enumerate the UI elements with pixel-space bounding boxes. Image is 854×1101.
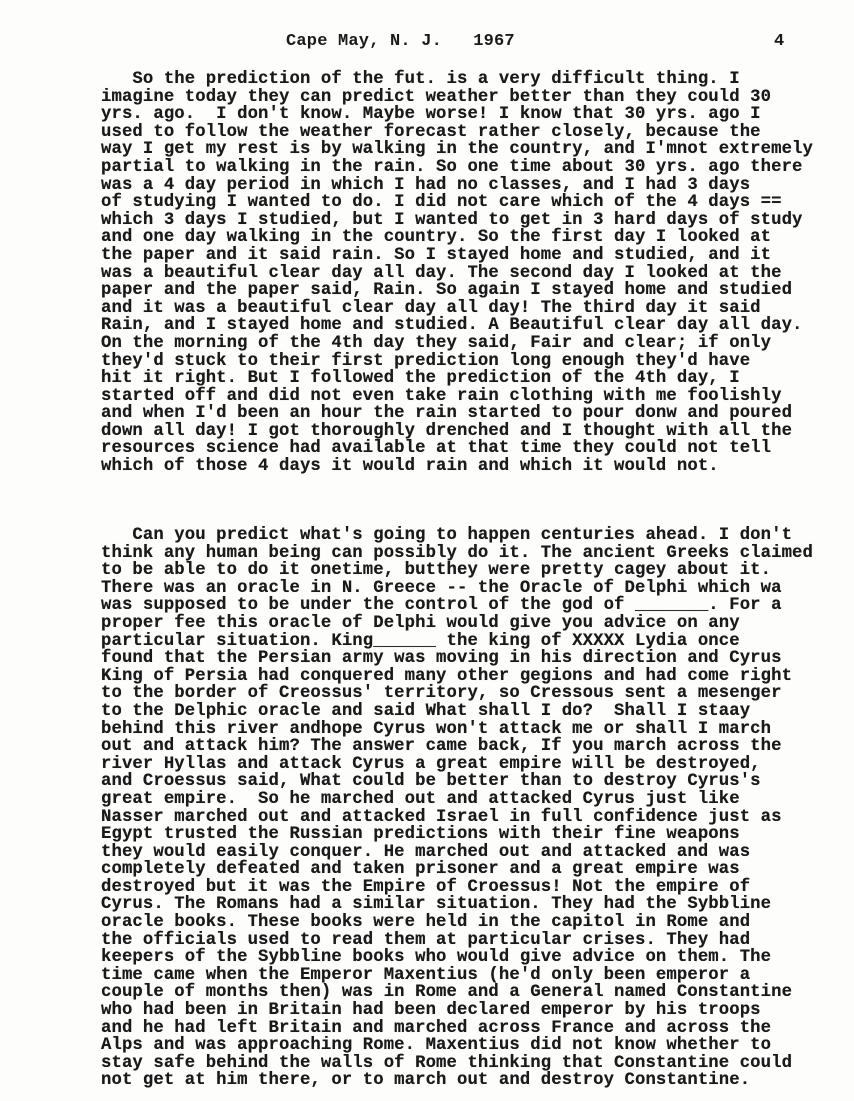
text-line: down all day! I got thoroughly drenched and I thought with all the — [101, 421, 793, 441]
text-line: completely defeated and taken prisoner and a great empire was — [101, 860, 740, 880]
text-line: river Hyllas and attack Cyrus a great empire will be destroyed, — [101, 754, 761, 774]
text-line: and he had left Britain and marched across France and across the — [101, 1018, 772, 1038]
text-line: and one day walking in the country. So the first day I looked at — [101, 228, 772, 248]
text-line: the paper and it said rain. So I stayed home and studied, and it — [101, 245, 772, 265]
text-line: destroyed but it was the Empire of Croessus! Not the empire of — [101, 877, 751, 897]
text-line: proper fee this oracle of Delphi would give you advice on any — [101, 613, 740, 633]
text-line: resources science had available at that time they could not tell — [101, 439, 772, 459]
text-line: Nasser marched out and attacked Israel in full confidence just as — [101, 807, 782, 827]
text-line: they would easily conquer. He marched out and attacked and was — [101, 842, 751, 862]
text-line: particular situation. King______ the king of XXXXX Lydia once — [101, 631, 740, 651]
text-line: Egypt trusted the Russian predictions with their fine weapons — [101, 825, 740, 845]
text-line: There was an oracle in N. Greece -- the Oracle of Delphi which wa — [101, 578, 782, 598]
text-line: imagine today they can predict weather better than they could 30 — [101, 87, 772, 107]
text-line: think any human being can possibly do it. The ancient Greeks claimed — [101, 543, 813, 563]
text-line: So the prediction of the fut. is a very difficult thing. I — [101, 70, 740, 89]
text-line: they'd stuck to their first prediction long enough they'd have — [101, 351, 751, 371]
text-line: to the Delphic oracle and said What shall I do? Shall I staay — [101, 701, 751, 721]
text-line: not get at him there, or to march out and destroy Constantine. — [101, 1071, 751, 1091]
text-line: Rain, and I stayed home and studied. A Beautiful clear day all day. — [101, 316, 803, 336]
text-line: way I get my rest is by walking in the country, and I'mnot extremely — [101, 140, 813, 160]
text-line: which of those 4 days it would rain and which it would not. — [101, 457, 719, 477]
paragraph-oracle-of-delphi — [101, 527, 813, 1090]
text-line: keepers of the Sybbline books who would give advice on them. The — [101, 948, 772, 968]
text-line: stay safe behind the walls of Rome thinking that Constantine could — [101, 1053, 793, 1073]
text-line: oracle books. These books were held in the capitol in Rome and — [101, 913, 751, 933]
text-line: time came when the Emperor Maxentius (he'd only been emperor a — [101, 965, 751, 985]
paragraph-weather-prediction — [101, 71, 813, 476]
text-line: Cyrus. The Romans had a similar situation. They had the Sybbline — [101, 895, 772, 915]
text-line: who had been in Britain had been declared emperor by his troops — [101, 1001, 761, 1021]
page-header-title: Cape May, N. J. 1967 — [286, 32, 515, 51]
text-line: was supposed to be under the control of the god of _______. For a — [101, 596, 782, 616]
text-line: partial to walking in the rain. So one time about 30 yrs. ago there — [101, 157, 803, 177]
text-line: to be able to do it onetime, butthey were pretty cagey about it. — [101, 561, 772, 581]
text-line: of studying I wanted to do. I did not care which of the 4 days == — [101, 193, 782, 213]
text-line: out and attack him? The answer came back, If you march across the — [101, 737, 782, 757]
text-line: On the morning of the 4th day they said, Fair and clear; if only — [101, 333, 772, 353]
text-line: Can you predict what's going to happen centuries ahead. I don't — [101, 526, 793, 545]
page-number: 4 — [774, 32, 785, 51]
text-line: and it was a beautiful clear day all day! The third day it said — [101, 298, 761, 318]
text-line: was a 4 day period in which I had no classes, and I had 3 days — [101, 175, 751, 195]
text-line: paper and the paper said, Rain. So again I stayed home and studied — [101, 281, 793, 301]
text-line: and when I'd been an hour the rain started to pour donw and poured — [101, 404, 793, 424]
text-line: couple of months then) was in Rome and a General named Constantine — [101, 983, 793, 1003]
text-line: behind this river andhope Cyrus won't attack me or shall I march — [101, 719, 772, 739]
text-line: and Croessus said, What could be better than to destroy Cyrus's — [101, 772, 761, 792]
text-line: yrs. ago. I don't know. Maybe worse! I know that 30 yrs. ago I — [101, 105, 761, 125]
text-line: the officials used to read them at particular crises. They had — [101, 930, 751, 950]
text-line: found that the Persian army was moving in his direction and Cyrus — [101, 649, 782, 669]
text-line: which 3 days I studied, but I wanted to get in 3 hard days of study — [101, 210, 803, 230]
text-line: started off and did not even take rain clothing with me foolishly — [101, 386, 782, 406]
text-line: Alps and was approaching Rome. Maxentius did not know whether to — [101, 1036, 772, 1056]
text-line: used to follow the weather forecast rather closely, because the — [101, 122, 761, 142]
text-line: hit it right. But I followed the prediction of the 4th day, I — [101, 369, 740, 389]
text-line: to the border of Creossus' territory, so Cressous sent a mesenger — [101, 684, 782, 704]
text-line: great empire. So he marched out and attacked Cyrus just like — [101, 789, 740, 809]
text-line: King of Persia had conquered many other gegions and had come right — [101, 666, 793, 686]
text-line: was a beautiful clear day all day. The second day I looked at the — [101, 263, 782, 283]
